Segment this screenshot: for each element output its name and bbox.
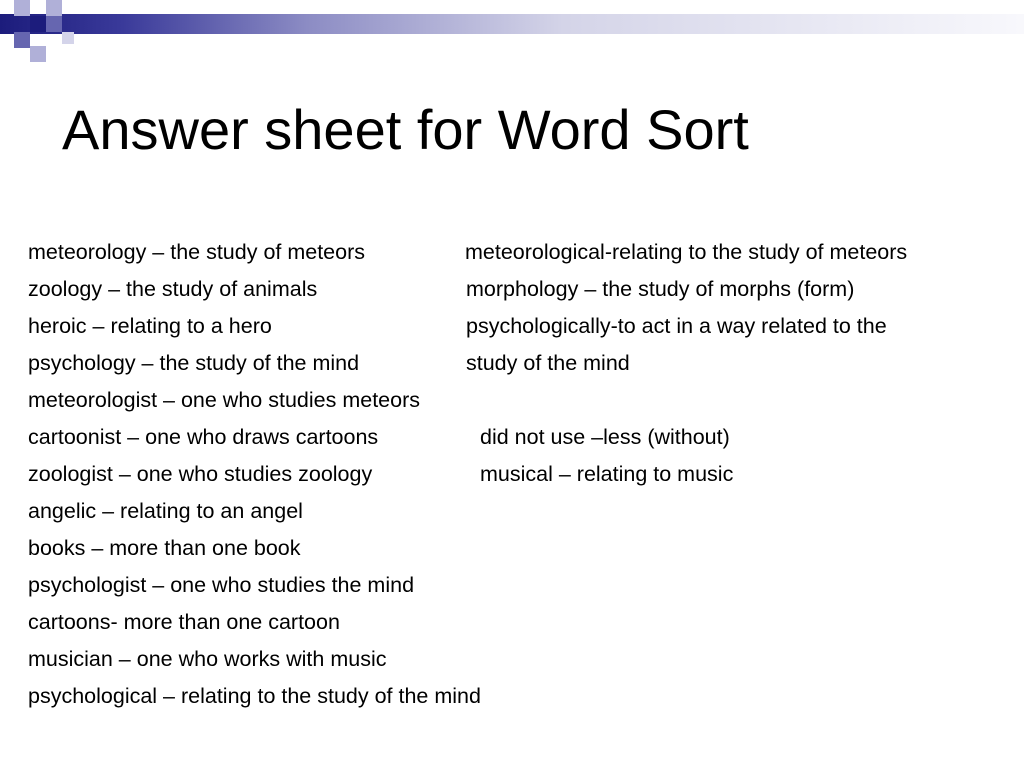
right-line-2: morphology – the study of morphs (form) [466, 277, 855, 301]
decor-square-5 [14, 32, 30, 48]
left-line-7: zoologist – one who studies zoology [28, 462, 373, 486]
left-line-13: psychological – relating to the study of the mind [28, 684, 481, 708]
left-line-1: meteorology – the study of meteors [28, 240, 366, 264]
right-line-5: did not use –less (without) [480, 425, 730, 449]
left-line-11: cartoons- more than one cartoon [28, 610, 340, 634]
left-line-12: musician – one who works with music [28, 647, 387, 671]
left-line-4: psychology – the study of the mind [28, 351, 360, 375]
left-line-3: heroic – relating to a hero [28, 314, 272, 338]
left-line-10: psychologist – one who studies the mind [28, 573, 415, 597]
decor-square-4 [46, 0, 62, 16]
header-gradient-bar [0, 14, 1024, 34]
right-line-4: study of the mind [466, 351, 630, 375]
right-line-1: meteorological-relating to the study of meteors [465, 240, 908, 264]
slide-title: Answer sheet for Word Sort [62, 98, 749, 161]
right-line-3: psychologically-to act in a way related to the [466, 314, 887, 338]
left-line-2: zoology – the study of animals [28, 277, 318, 301]
decor-square-6 [30, 46, 46, 62]
left-line-9: books – more than one book [28, 536, 301, 560]
left-line-5: meteorologist – one who studies meteors [28, 388, 420, 412]
decor-square-1 [14, 0, 30, 16]
left-line-6: cartoonist – one who draws cartoons [28, 425, 379, 449]
decor-square-7 [62, 32, 74, 44]
decor-square-3 [46, 16, 62, 32]
left-line-8: angelic – relating to an angel [28, 499, 303, 523]
decor-square-2 [30, 16, 46, 32]
right-line-6: musical – relating to music [480, 462, 734, 486]
